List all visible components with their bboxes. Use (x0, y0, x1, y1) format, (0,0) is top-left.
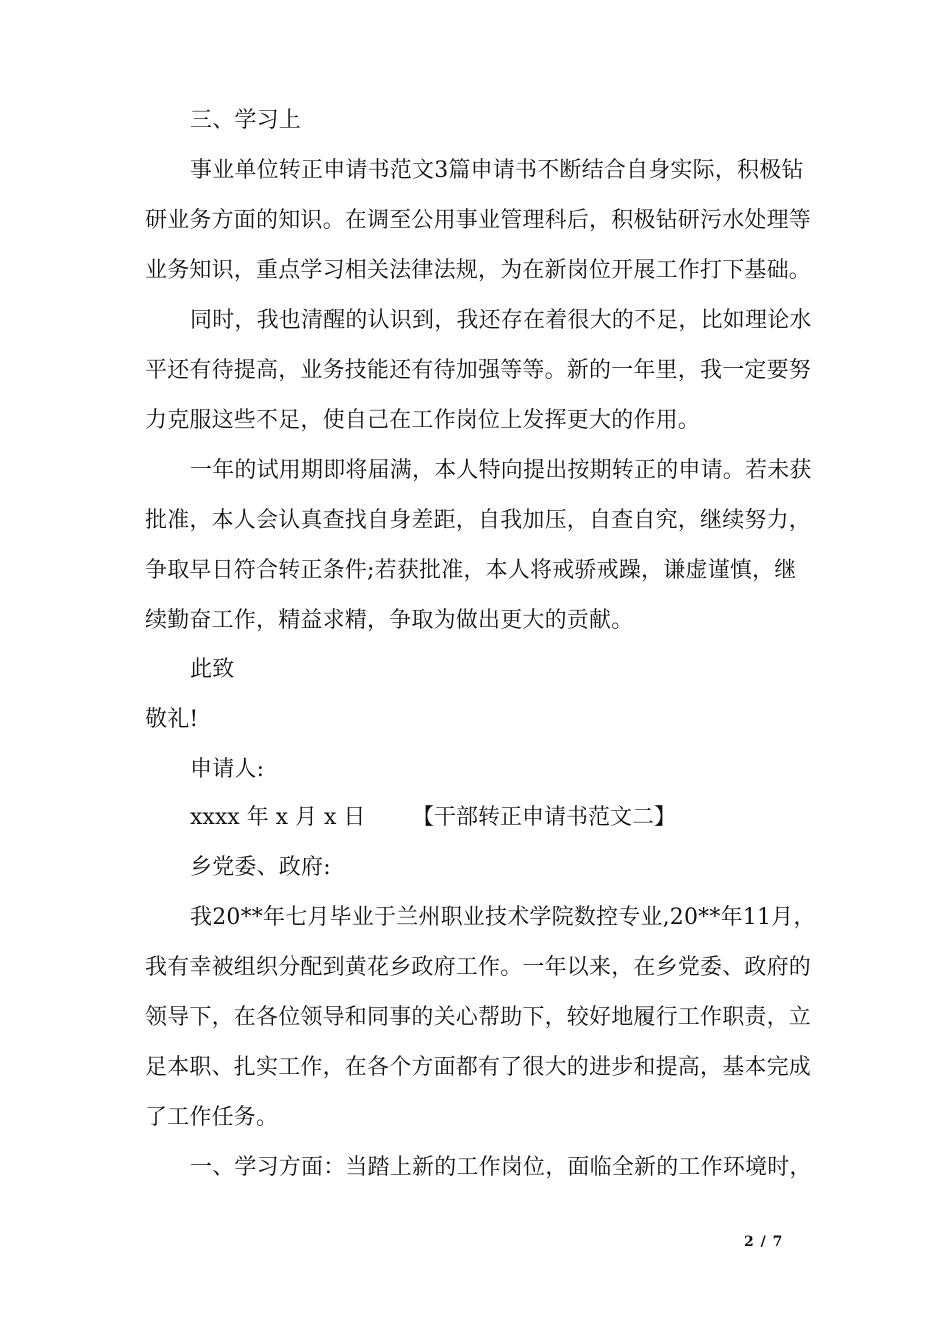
paragraph-line: 争取早日符合转正条件;若获批准，本人将戒骄戒躁，谦虚谨慎，继 (145, 558, 797, 583)
addressee-line: 乡党委、政府: (190, 855, 331, 880)
paragraph-line: 批准，本人会认真查找自身差距，自我加压，自查自究，继续努力， (145, 508, 812, 533)
paragraph-line: 续勤奋工作，精益求精，争取为做出更大的贡献。 (145, 608, 634, 633)
paragraph-line: 足本职、扎实工作，在各个方面都有了很大的进步和提高，基本完成 (145, 1055, 812, 1080)
section-title: 【干部转正申请书范文二】 (412, 805, 677, 830)
paragraph-line: 我有幸被组织分配到黄花乡政府工作。一年以来，在乡党委、政府的 (145, 955, 812, 980)
date-and-title-row (190, 803, 676, 833)
applicant-label: 申请人: (190, 757, 265, 782)
section-heading-study: 三、学习上 (190, 108, 302, 133)
paragraph-line: 业务知识，重点学习相关法律法规，为在新岗位开展工作打下基础。 (145, 258, 812, 283)
page-number: 2 / 7 (744, 1234, 784, 1250)
date-line: xxxx 年 x 月 x 日 (190, 805, 366, 830)
paragraph-line: 了工作任务。 (145, 1105, 279, 1130)
paragraph-line: 事业单位转正申请书范文3篇申请书不断结合自身实际，积极钻 (190, 158, 804, 183)
paragraph-line: 力克服这些不足，使自己在工作岗位上发挥更大的作用。 (145, 408, 701, 433)
paragraph-line: 一年的试用期即将届满，本人特向提出按期转正的申请。若未获 (190, 458, 812, 483)
closing-salutation: 此致 (190, 657, 235, 682)
paragraph-line: 同时，我也清醒的认识到，我还存在着很大的不足，比如理论水 (190, 308, 812, 333)
paragraph-line: 一、学习方面：当踏上新的工作岗位，面临全新的工作环境时， (190, 1155, 812, 1180)
paragraph-line: 平还有待提高，业务技能还有待加强等等。新的一年里，我一定要努 (145, 358, 812, 383)
paragraph-line: 领导下，在各位领导和同事的关心帮助下，较好地履行工作职责，立 (145, 1005, 812, 1030)
paragraph-line: 研业务方面的知识。在调至公用事业管理科后，积极钻研污水处理等 (145, 208, 812, 233)
closing-regards: 敬礼! (145, 707, 199, 732)
paragraph-line: 我20**年七月毕业于兰州职业技术学院数控专业,20**年11月， (190, 905, 816, 930)
